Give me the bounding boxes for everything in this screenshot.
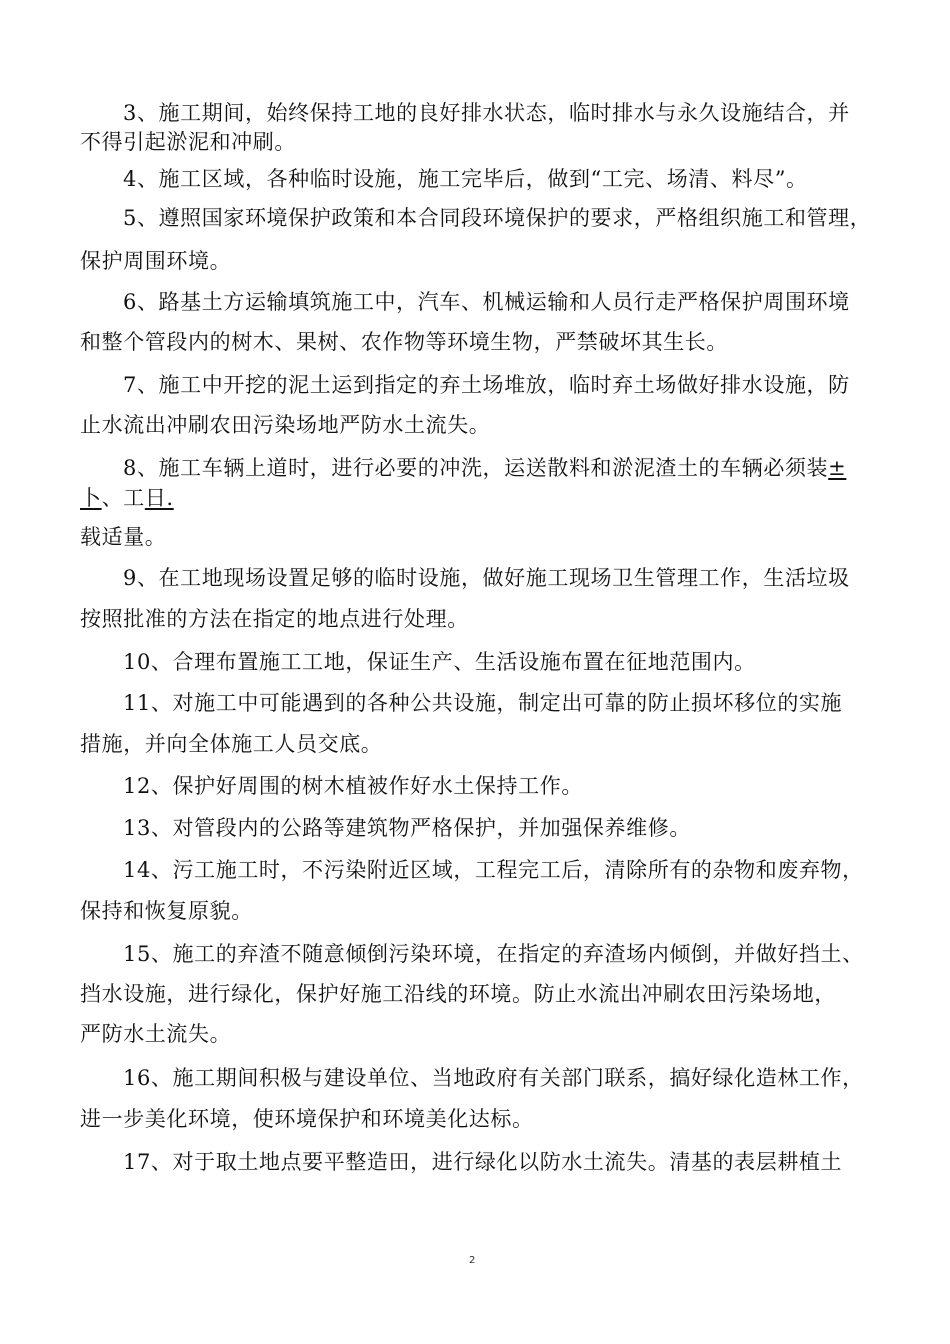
paragraph-line: 3、施工期间，始终保持工地的良好排水状态，临时排水与永久设施结合，并 xyxy=(123,101,850,125)
paragraph-line: 和整个管段内的树木、果树、农作物等环境生物，严禁破坏其生长。 xyxy=(80,330,728,354)
paragraph-line: 不得引起淤泥和冲刷。 xyxy=(80,130,296,154)
paragraph-line: 4、施工区域，各种临时设施，施工完毕后，做到“工完、场清、料尽”。 xyxy=(123,167,808,191)
paragraph-line: 载适量。 xyxy=(80,525,167,549)
paragraph-line: 12、保护好周围的树木植被作好水土保持工作。 xyxy=(123,774,583,798)
paragraph-line: 13、对管段内的公路等建筑物严格保护，并加强保养维修。 xyxy=(123,816,691,840)
paragraph-line: 保持和恢复原貌。 xyxy=(80,899,253,923)
paragraph-line: 按照批准的方法在指定的地点进行处理。 xyxy=(80,607,469,631)
page-number: 2 xyxy=(469,1255,476,1266)
item-8-underlined-mark: ± xyxy=(828,456,847,480)
item-8-underlined-mark: 卜 xyxy=(80,486,102,510)
item-8-underlined-mark: 日. xyxy=(144,486,174,510)
paragraph-line: 措施，并向全体施工人员交底。 xyxy=(80,732,383,756)
paragraph-line-item-8 xyxy=(123,453,846,483)
paragraph-line: 6、路基土方运输填筑施工中，汽车、机械运输和人员行走严格保护周围环境 xyxy=(123,290,850,314)
item-8-text: 8、施工车辆上道时，进行必要的冲洗，运送散料和淤泥渣土的车辆必须装 xyxy=(123,456,829,480)
paragraph-line: 严防水土流失。 xyxy=(80,1022,232,1046)
paragraph-line: 挡水设施，进行绿化，保护好施工沿线的环境。防止水流出冲刷农田污染场地， xyxy=(80,982,836,1006)
paragraph-line: 11、对施工中可能遇到的各种公共设施，制定出可靠的防止损坏移位的实施 xyxy=(123,691,843,715)
paragraph-line: 16、施工期间积极与建设单位、当地政府有关部门联系，搞好绿化造林工作， xyxy=(123,1066,864,1090)
paragraph-line: 7、施工中开挖的泥土运到指定的弃土场堆放，临时弃土场做好排水设施，防 xyxy=(123,373,850,397)
paragraph-line: 10、合理布置施工工地，保证生产、生活设施布置在征地范围内。 xyxy=(123,650,756,674)
item-8-text: 、工 xyxy=(101,486,145,510)
paragraph-line: 15、施工的弃渣不随意倾倒污染环境，在指定的弃渣场内倾倒，并做好挡土、 xyxy=(123,942,864,966)
paragraph-line: 5、遵照国家环境保护政策和本合同段环境保护的要求，严格组织施工和管理， xyxy=(123,206,872,230)
paragraph-line: 17、对于取土地点要平整造田，进行绿化以防水土流失。清基的表层耕植土 xyxy=(123,1150,843,1174)
paragraph-line: 止水流出冲刷农田污染场地严防水土流失。 xyxy=(80,413,491,437)
paragraph-line-item-8-artifact xyxy=(80,483,174,513)
paragraph-line: 14、污工施工时，不污染附近区域，工程完工后，清除所有的杂物和废弃物， xyxy=(123,858,864,882)
paragraph-line: 保护周围环境。 xyxy=(80,249,232,273)
paragraph-line: 进一步美化环境，使环境保护和环境美化达标。 xyxy=(80,1107,534,1131)
paragraph-line: 9、在工地现场设置足够的临时设施，做好施工现场卫生管理工作，生活垃圾 xyxy=(123,566,850,590)
